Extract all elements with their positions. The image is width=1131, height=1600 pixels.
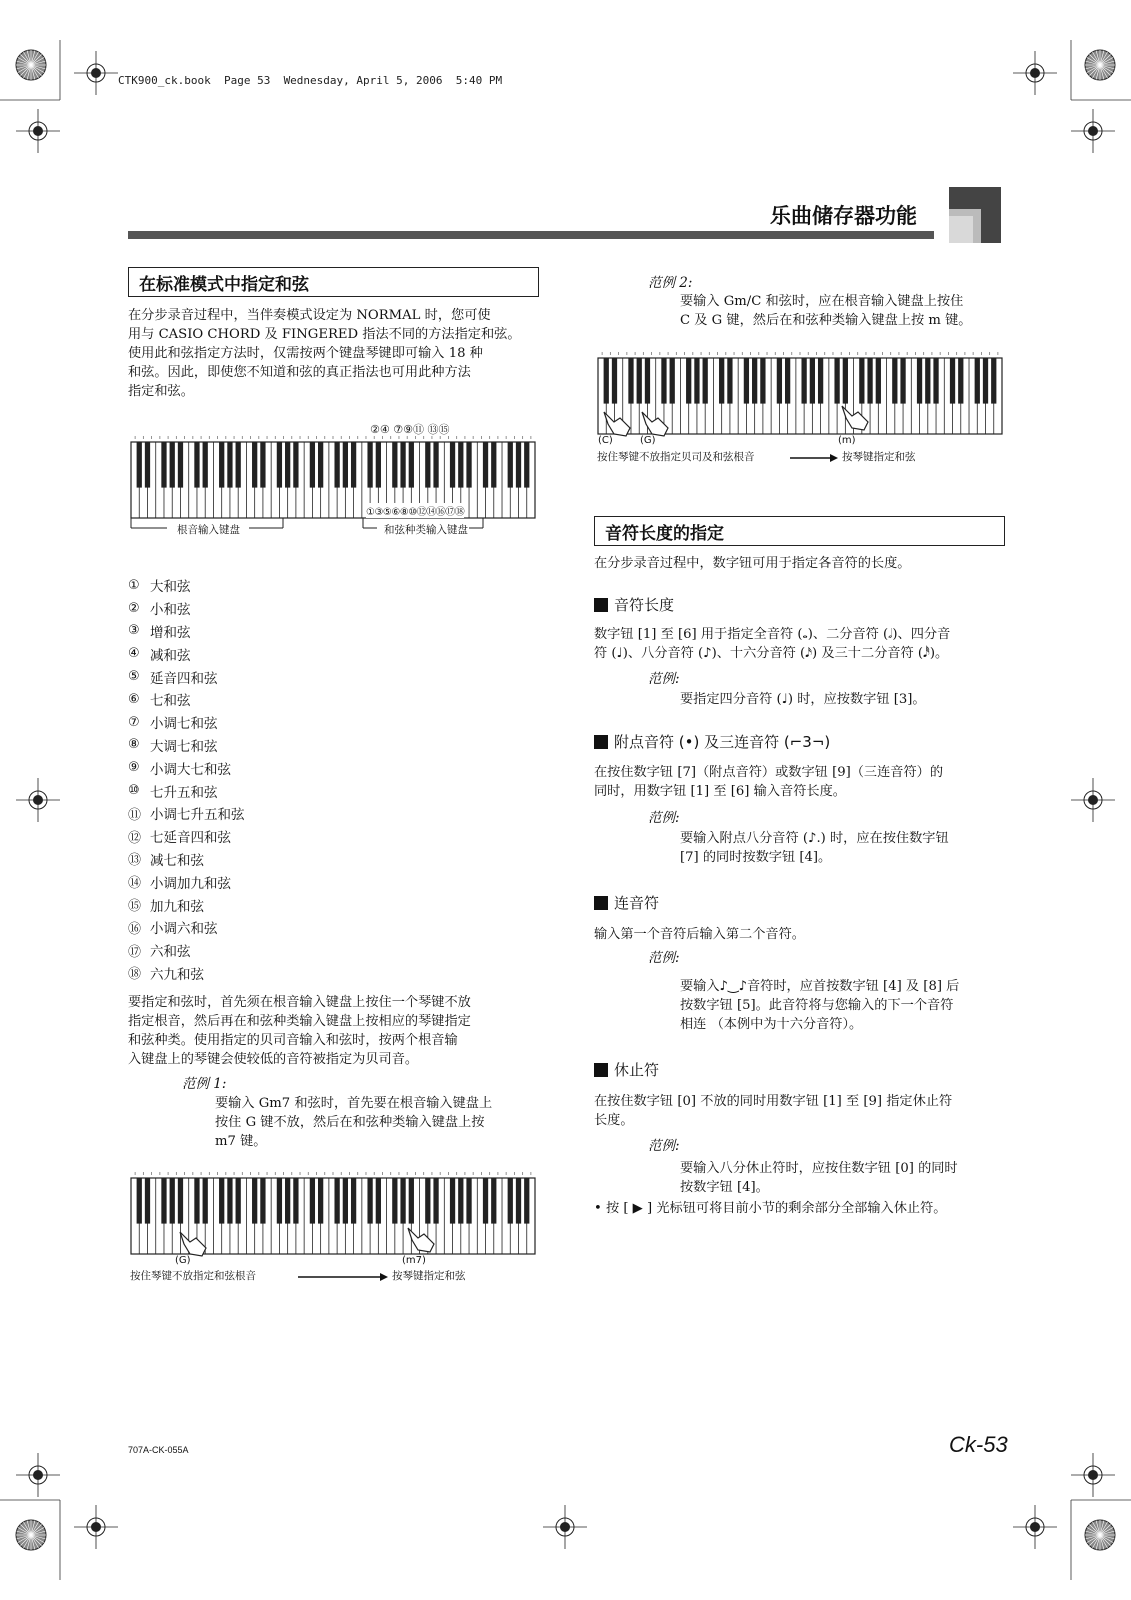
- black-key: [285, 1178, 290, 1224]
- chord-type-list: [128, 574, 245, 984]
- black-key: [859, 358, 864, 404]
- crosshair-mark: [16, 109, 60, 153]
- keyboard-top-chord-numbers: ②④ ⑦⑨⑪ ⑬⑮: [370, 423, 450, 436]
- black-key: [252, 1178, 257, 1224]
- dotted-triplet-body: 在按住数字钮 [7]（附点音符）或数字钮 [9]（三连音符）的 同时，用数字钮 [1] 至 [6] 输入音符长度。: [594, 765, 944, 799]
- chord-number: ④: [128, 646, 140, 662]
- black-key: [145, 442, 150, 488]
- chord-list-item: [128, 711, 245, 734]
- chord-list-item: [128, 848, 245, 871]
- caption-press-chord-2: 按琴键指定和弦: [842, 451, 916, 463]
- chord-list-item: [128, 620, 245, 643]
- black-key: [727, 358, 732, 404]
- keyboard-frame: [131, 442, 535, 518]
- chord-number: ⑥: [128, 691, 140, 707]
- black-key: [516, 442, 521, 488]
- example-1-text: 要输入 Gm7 和弦时，首先要在根音输入键盘上 按住 G 键不放，然后在和弦种类输入键盘上按 m7 键。: [215, 1096, 493, 1149]
- black-key: [917, 358, 922, 404]
- chord-name: 减和弦: [150, 647, 191, 664]
- chord-number: ⑰: [128, 944, 142, 960]
- black-key: [293, 1178, 298, 1224]
- black-key: [260, 1178, 265, 1224]
- black-key: [719, 358, 724, 404]
- black-key: [483, 1178, 488, 1224]
- chord-name: 小和弦: [150, 602, 191, 619]
- note-length-intro: 在分步录音过程中，数字钮可用于指定各音符的长度。: [594, 556, 911, 571]
- black-key: [760, 358, 765, 404]
- black-key: [450, 442, 455, 488]
- black-key: [293, 442, 298, 488]
- black-key: [777, 358, 782, 404]
- chord-list-item: [128, 802, 245, 825]
- sub3-example-label: 范例:: [648, 950, 680, 966]
- starburst-mark: [16, 50, 46, 80]
- subhead-dotted-triplet: 附点音符 (•) 及三连音符 (⌐3¬): [594, 731, 830, 752]
- chord-name: 大和弦: [150, 579, 191, 596]
- black-key: [392, 1178, 397, 1224]
- crosshair-mark: [1013, 51, 1057, 95]
- bullet-square-icon: [594, 896, 608, 910]
- black-key: [801, 358, 806, 404]
- black-key: [892, 358, 897, 404]
- pressing-hand-m-icon: [838, 402, 872, 432]
- chord-name: 小调七升五和弦: [150, 807, 245, 824]
- arrow-icon-2: [790, 453, 838, 463]
- section-title-note-length: 音符长度的指定: [594, 516, 1005, 546]
- black-key: [277, 1178, 282, 1224]
- chord-name: 小调加九和弦: [150, 875, 231, 892]
- black-key: [227, 1178, 232, 1224]
- crosshair-mark: [1071, 1453, 1115, 1497]
- chapter-title: 乐曲储存器功能: [770, 204, 917, 228]
- black-key: [260, 442, 265, 488]
- black-key: [170, 442, 175, 488]
- black-key: [604, 358, 609, 404]
- keyboard-diagram-chord-types: [131, 442, 535, 518]
- black-key: [334, 442, 339, 488]
- key-mark-g: (G): [175, 1255, 191, 1266]
- crosshair-mark: [1071, 109, 1115, 153]
- black-key: [450, 1178, 455, 1224]
- black-key: [137, 1178, 142, 1224]
- chord-list-item: [128, 870, 245, 893]
- tie-body: 输入第一个音符后输入第二个音符。: [594, 927, 805, 942]
- chord-number: ②: [128, 600, 140, 616]
- chord-list-item: [128, 688, 245, 711]
- pressing-hand-g2-icon: [638, 408, 672, 438]
- print-header: CTK900_ck.book Page 53 Wednesday, April 5, 2006 5:40 PM: [118, 74, 503, 87]
- black-key: [400, 442, 405, 488]
- chapter-tab-block-lighter: [949, 216, 973, 243]
- crosshair-mark: [16, 778, 60, 822]
- example-2-label: 范例 2:: [648, 275, 693, 291]
- black-key: [343, 442, 348, 488]
- arrow-icon: [298, 1272, 388, 1282]
- chord-number: ⑱: [128, 967, 142, 983]
- caption-hold-bass-root: 按住琴键不放指定贝司及和弦根音: [597, 451, 755, 463]
- key-mark-m7: (m7): [402, 1255, 426, 1266]
- black-key: [834, 358, 839, 404]
- chord-number: ⑯: [128, 921, 142, 937]
- caption-press-chord: 按琴键指定和弦: [392, 1270, 466, 1282]
- black-key: [516, 1178, 521, 1224]
- black-key: [483, 442, 488, 488]
- black-key: [343, 1178, 348, 1224]
- black-key: [194, 1178, 199, 1224]
- black-key: [334, 1178, 339, 1224]
- example-2-text: 要输入 Gm/C 和弦时，应在根音输入键盘上按住 C 及 G 键，然后在和弦种类输入键盘上按 m 键。: [680, 294, 972, 328]
- black-key: [425, 442, 430, 488]
- black-key: [161, 1178, 166, 1224]
- chord-number: ⑦: [128, 714, 140, 730]
- black-key: [785, 358, 790, 404]
- black-key: [983, 358, 988, 404]
- page-number: Ck-53: [949, 1432, 1008, 1457]
- chord-name: 减七和弦: [150, 852, 204, 869]
- starburst-mark: [16, 1520, 46, 1550]
- black-key: [933, 358, 938, 404]
- black-key: [376, 1178, 381, 1224]
- chord-name: 加九和弦: [150, 898, 204, 915]
- chord-list-item: [128, 962, 245, 985]
- black-key: [433, 1178, 438, 1224]
- black-key: [958, 358, 963, 404]
- piano-keys: [131, 436, 535, 518]
- chord-name: 大调七和弦: [150, 738, 218, 755]
- chord-list-item: [128, 893, 245, 916]
- black-key: [686, 358, 691, 404]
- chord-number: ⑧: [128, 737, 140, 753]
- chord-list-item: [128, 756, 245, 779]
- crosshair-mark: [16, 1453, 60, 1497]
- key-mark-m: (m): [838, 435, 856, 446]
- black-key: [818, 358, 823, 404]
- chord-list-item: [128, 825, 245, 848]
- chord-name: 七和弦: [150, 693, 191, 710]
- starburst-mark: [1085, 1520, 1115, 1550]
- black-key: [466, 1178, 471, 1224]
- bullet-square-icon: [594, 598, 608, 612]
- crosshair-mark: [74, 1505, 118, 1549]
- chord-list-item: [128, 597, 245, 620]
- black-key: [367, 1178, 372, 1224]
- black-key: [645, 358, 650, 404]
- black-key: [508, 442, 513, 488]
- black-key: [367, 442, 372, 488]
- black-key: [876, 358, 881, 404]
- black-key: [810, 358, 815, 404]
- black-key: [178, 442, 183, 488]
- chord-name: 七延音四和弦: [150, 830, 231, 847]
- chord-number: ⑬: [128, 853, 142, 869]
- chord-list-item: [128, 665, 245, 688]
- black-key: [744, 358, 749, 404]
- black-key: [433, 442, 438, 488]
- pressing-hand-c-icon: [600, 408, 634, 438]
- black-key: [491, 1178, 496, 1224]
- subhead-note-length: 音符长度: [594, 594, 674, 615]
- crosshair-mark: [1013, 1505, 1057, 1549]
- black-key: [376, 442, 381, 488]
- pressing-hand-g-icon: [176, 1228, 210, 1258]
- crosshair-mark: [1071, 778, 1115, 822]
- black-key: [236, 1178, 241, 1224]
- chord-number: ③: [128, 623, 140, 639]
- black-key: [975, 358, 980, 404]
- bullet-square-icon: [594, 735, 608, 749]
- black-key: [524, 442, 529, 488]
- chord-name: 小调七和弦: [150, 716, 218, 733]
- black-key: [703, 358, 708, 404]
- black-key: [194, 442, 199, 488]
- black-key: [694, 358, 699, 404]
- sub1-example-text: 要指定四分音符 (♩) 时，应按数字钮 [3]。: [680, 692, 926, 707]
- chord-list-item: [128, 642, 245, 665]
- chord-number: ⑨: [128, 760, 140, 776]
- black-key: [458, 442, 463, 488]
- chord-number: ⑪: [128, 807, 142, 823]
- black-key: [466, 442, 471, 488]
- chord-number: ①: [128, 577, 140, 593]
- chord-name: 小调大七和弦: [150, 761, 231, 778]
- black-key: [318, 1178, 323, 1224]
- black-key: [524, 1178, 529, 1224]
- chord-name: 六和弦: [150, 944, 191, 961]
- black-key: [170, 1178, 175, 1224]
- keyboard-bottom-chord-numbers: ①③⑤⑥⑧⑩⑫⑭⑯⑰⑱: [366, 503, 464, 518]
- chord-number: ⑤: [128, 669, 140, 685]
- black-key: [991, 358, 996, 404]
- subhead-rest: 休止符: [594, 1059, 659, 1080]
- black-key: [161, 442, 166, 488]
- chapter-rule: [128, 231, 934, 239]
- chord-list-item: [128, 734, 245, 757]
- label-root-keyboard: 根音输入键盘: [177, 524, 240, 536]
- pressing-hand-m7-icon: [404, 1224, 438, 1254]
- black-key: [310, 442, 315, 488]
- black-key: [203, 442, 208, 488]
- chord-name: 小调六和弦: [150, 921, 218, 938]
- black-key: [219, 442, 224, 488]
- black-key: [425, 1178, 430, 1224]
- black-key: [752, 358, 757, 404]
- bullet-square-icon: [594, 1063, 608, 1077]
- rest-body: 在按住数字钮 [0] 不放的同时用数字钮 [1] 至 [9] 指定休止符 长度。: [594, 1094, 953, 1128]
- black-key: [252, 442, 257, 488]
- black-key: [227, 442, 232, 488]
- crosshair-mark: [74, 51, 118, 95]
- section-title-standard-chord: 在标准模式中指定和弦: [128, 267, 539, 297]
- chord-number: ⑫: [128, 830, 142, 846]
- sub2-example-text: 要输入附点八分音符 (♪.) 时，应在按住数字钮 [7] 的同时按数字钮 [4]。: [680, 831, 949, 865]
- chord-number: ⑮: [128, 899, 142, 915]
- black-key: [310, 1178, 315, 1224]
- chord-list-item: [128, 916, 245, 939]
- black-key: [392, 442, 397, 488]
- black-key: [508, 1178, 513, 1224]
- black-key: [491, 442, 496, 488]
- chord-list-item: [128, 939, 245, 962]
- sub4-example-label: 范例:: [648, 1138, 680, 1154]
- black-key: [867, 358, 872, 404]
- black-key: [219, 1178, 224, 1224]
- black-key: [950, 358, 955, 404]
- black-key: [137, 442, 142, 488]
- subhead-tie: 连音符: [594, 892, 659, 913]
- black-key: [409, 1178, 414, 1224]
- black-key: [145, 1178, 150, 1224]
- black-key: [236, 442, 241, 488]
- intro-paragraph: 在分步录音过程中，当伴奏模式设定为 NORMAL 时，您可使 用与 CASIO CHORD 及 FINGERED 指法不同的方法指定和弦。 使用此和弦指定方法时，仅需按两个键盘琴键即可输入 18 种 和弦。因此，即使您不知道和弦的真正指法也可用此种方法 指定和弦。: [128, 308, 521, 399]
- chord-list-item: [128, 779, 245, 802]
- black-key: [318, 442, 323, 488]
- black-key: [351, 1178, 356, 1224]
- example-1-label: 范例 1:: [182, 1076, 227, 1092]
- caption-hold-root: 按住琴键不放指定和弦根音: [130, 1270, 256, 1282]
- key-mark-c: (C): [598, 435, 613, 446]
- chord-number: ⑩: [128, 783, 140, 799]
- chord-name: 七升五和弦: [150, 784, 218, 801]
- black-key: [843, 358, 848, 404]
- black-key: [628, 358, 633, 404]
- key-mark-g2: (G): [640, 435, 656, 446]
- cursor-rest-note: • 按 [ ▶ ] 光标钮可将目前小节的剩余部分全部输入休止符。: [594, 1201, 947, 1216]
- black-key: [637, 358, 642, 404]
- black-key: [661, 358, 666, 404]
- crosshair-mark: [543, 1505, 587, 1549]
- black-key: [277, 442, 282, 488]
- sub1-example-label: 范例:: [648, 671, 680, 687]
- black-key: [285, 442, 290, 488]
- black-key: [351, 442, 356, 488]
- chord-number: ⑭: [128, 876, 142, 892]
- black-key: [409, 442, 414, 488]
- sub4-example-text: 要输入八分休止符时，应按住数字钮 [0] 的同时 按数字钮 [4]。: [680, 1161, 958, 1195]
- chord-list-item: [128, 574, 245, 597]
- footer-code: 707A-CK-055A: [128, 1445, 189, 1455]
- black-key: [203, 1178, 208, 1224]
- note-length-body: 数字钮 [1] 至 [6] 用于指定全音符 (𝅝)、二分音符 (𝅗𝅥)、四分音 符 (♩)、八分音符 (♪)、十六分音符 (𝅘𝅥𝅯) 及三十二分音符 (𝅘𝅥𝅰)。: [594, 627, 951, 661]
- chord-name: 增和弦: [150, 624, 191, 641]
- black-key: [670, 358, 675, 404]
- chord-name: 延音四和弦: [150, 670, 218, 687]
- black-key: [612, 358, 617, 404]
- sub3-example-text: 要输入♪‿♪音符时，应首按数字钮 [4] 及 [8] 后 按数字钮 [5]。此音符将与您输入的下一个音符 相连 （本例中为十六分音符）。: [680, 979, 960, 1032]
- label-chord-type-keyboard: 和弦种类输入键盘: [384, 524, 468, 536]
- chord-input-paragraph: 要指定和弦时，首先须在根音输入键盘上按住一个琴键不放 指定根音，然后再在和弦种类输入键盘上按相应的琴键指定 和弦种类。使用指定的贝司音输入和弦时，按两个根音输 入键盘上的琴键会使较低的音符被指定为贝司音。: [128, 995, 471, 1067]
- starburst-mark: [1085, 50, 1115, 80]
- black-key: [900, 358, 905, 404]
- black-key: [458, 1178, 463, 1224]
- black-key: [925, 358, 930, 404]
- black-key: [400, 1178, 405, 1224]
- chord-name: 六九和弦: [150, 966, 204, 983]
- black-key: [178, 1178, 183, 1224]
- sub2-example-label: 范例:: [648, 810, 680, 826]
